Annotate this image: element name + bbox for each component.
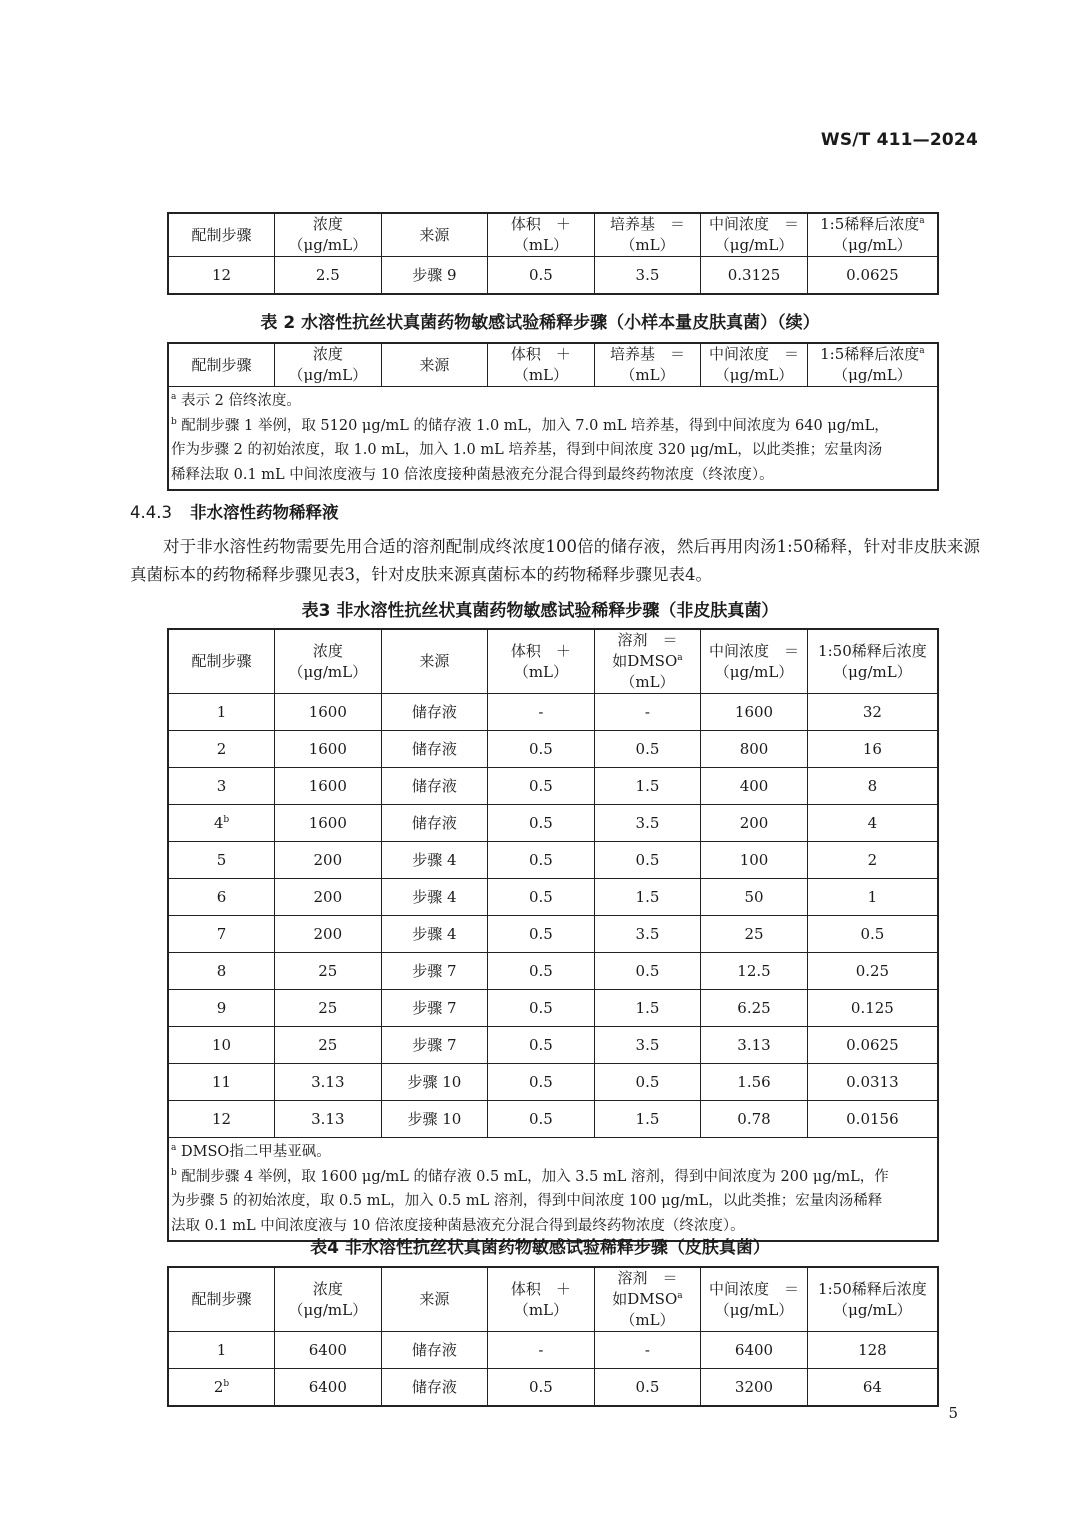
header-source bbox=[381, 213, 488, 257]
header-final-concentration bbox=[807, 343, 938, 387]
cell-diluent: 3.5 bbox=[594, 805, 701, 842]
table-3 bbox=[167, 628, 939, 1242]
table-footnotes bbox=[168, 1138, 938, 1242]
cell-source: 步骤 9 bbox=[381, 257, 488, 295]
footnote-line: $^b$ 配制步骤 1 举例，取 5120 μg/mL 的储存液 1.0 mL，加入 7.0 mL 培养基，得到中间浓度为 640 μg/mL， bbox=[171, 416, 889, 434]
cell-final-concentration: 128 bbox=[807, 1332, 938, 1369]
footnote-line: 作为步骤 2 的初始浓度，取 1.0 mL，加入 1.0 mL 培养基，得到中间浓度 320 μg/mL，以此类推；宏量肉汤 bbox=[171, 442, 883, 458]
cell-concentration: 1600 bbox=[275, 768, 382, 805]
cell-intermediate-concentration: 200 bbox=[701, 805, 808, 842]
cell-step: 3 bbox=[168, 768, 275, 805]
table-row bbox=[168, 694, 938, 731]
cell-intermediate-concentration: 400 bbox=[701, 768, 808, 805]
header-unit: （μg/mL） bbox=[288, 236, 368, 254]
cell-source: 步骤 7 bbox=[381, 953, 488, 990]
cell-diluent: 3.5 bbox=[594, 916, 701, 953]
cell-source: 步骤 4 bbox=[381, 879, 488, 916]
header-label: 中间浓度 ＝ bbox=[709, 345, 800, 363]
cell-final-concentration: 16 bbox=[807, 731, 938, 768]
header-unit: （mL） bbox=[513, 366, 568, 384]
table-row bbox=[168, 1369, 938, 1407]
cell-diluent: 3.5 bbox=[594, 1027, 701, 1064]
cell-source: 步骤 4 bbox=[381, 916, 488, 953]
footnote-marker: b bbox=[171, 1167, 177, 1178]
cell-step: 9 bbox=[168, 990, 275, 1027]
header-label: 配制步骤 bbox=[191, 355, 252, 374]
header-label: 浓度 bbox=[312, 215, 343, 233]
table-header-row bbox=[168, 629, 938, 694]
cell-intermediate-concentration: 3.13 bbox=[701, 1027, 808, 1064]
cell-concentration: 3.13 bbox=[275, 1101, 382, 1138]
cell-concentration: 1600 bbox=[275, 731, 382, 768]
cell-volume: 0.5 bbox=[488, 805, 595, 842]
header-label: 培养基 ＝ bbox=[609, 215, 685, 233]
cell-diluent: 0.5 bbox=[594, 1369, 701, 1407]
cell-volume: 0.5 bbox=[488, 842, 595, 879]
cell-concentration: 200 bbox=[275, 916, 382, 953]
cell-intermediate-concentration: 3200 bbox=[701, 1369, 808, 1407]
header-unit: （μg/mL） bbox=[833, 1300, 912, 1319]
header-unit: 如DMSO$^a$（mL） bbox=[612, 1290, 683, 1329]
footnote-line: $^a$ DMSO指二甲基亚砜。 bbox=[171, 1143, 331, 1160]
header-intermediate-concentration bbox=[701, 1267, 808, 1332]
header-label: 1:5稀释后浓度$^a$ bbox=[820, 345, 925, 363]
cell-volume: - bbox=[488, 1332, 595, 1369]
header-label: 1:50稀释后浓度 bbox=[818, 1279, 927, 1298]
header-unit: 如DMSO$^a$（mL） bbox=[612, 652, 683, 691]
table-row bbox=[168, 1064, 938, 1101]
table-3-caption: 表3 非水溶性抗丝状真菌药物敏感试验稀释步骤（非皮肤真菌） bbox=[301, 601, 779, 621]
table-row bbox=[168, 1101, 938, 1138]
cell-final-concentration: 0.0313 bbox=[807, 1064, 938, 1101]
table-2-caption: 表 2 水溶性抗丝状真菌药物敏感试验稀释步骤（小样本量皮肤真菌）（续） bbox=[260, 313, 820, 333]
cell-source: 储存液 bbox=[381, 805, 488, 842]
cell-source: 储存液 bbox=[381, 1369, 488, 1407]
header-final-concentration bbox=[807, 629, 938, 694]
cell-source: 储存液 bbox=[381, 731, 488, 768]
cell-step: 1 bbox=[168, 1332, 275, 1369]
table-row bbox=[168, 257, 938, 295]
footnote-line: 为步骤 5 的初始浓度，取 0.5 mL，加入 0.5 mL 溶剂，得到中间浓度 100 μg/mL，以此类推；宏量肉汤稀释 bbox=[171, 1193, 883, 1209]
cell-volume: 0.5 bbox=[488, 1064, 595, 1101]
footnote-line: 法取 0.1 mL 中间浓度液与 10 倍浓度接种菌悬液充分混合得到最终药物浓度（终浓度）。 bbox=[171, 1217, 745, 1234]
table-row bbox=[168, 768, 938, 805]
header-unit: （mL） bbox=[513, 662, 568, 681]
table-footnotes-row bbox=[168, 1138, 938, 1242]
header-label: 浓度 bbox=[312, 1279, 343, 1298]
header-concentration bbox=[275, 343, 382, 387]
footnote-marker: a bbox=[171, 1143, 177, 1154]
cell-step: 8 bbox=[168, 953, 275, 990]
cell-volume: 0.5 bbox=[488, 916, 595, 953]
header-unit: （μg/mL） bbox=[833, 366, 912, 384]
cell-concentration: 6400 bbox=[275, 1332, 382, 1369]
body-paragraph: 对于非水溶性药物需要先用合适的溶剂配制成终浓度100倍的储存液，然后再用肉汤1:50稀释，针对非皮肤来源真菌标本的药物稀释步骤见表3，针对皮肤来源真菌标本的药物稀释步骤见表4。 bbox=[130, 537, 980, 584]
table-row bbox=[168, 953, 938, 990]
cell-diluent: 0.5 bbox=[594, 731, 701, 768]
cell-intermediate-concentration: 12.5 bbox=[701, 953, 808, 990]
header-intermediate-concentration bbox=[701, 213, 808, 257]
header-label: 来源 bbox=[419, 652, 450, 670]
header-unit: （mL） bbox=[513, 1300, 568, 1319]
header-concentration bbox=[275, 213, 382, 257]
table-header-row bbox=[168, 213, 938, 257]
section-number: 4.4.3 bbox=[130, 503, 172, 522]
cell-volume: 0.5 bbox=[488, 768, 595, 805]
cell-volume: 0.5 bbox=[488, 990, 595, 1027]
cell-intermediate-concentration: 800 bbox=[701, 731, 808, 768]
section-heading bbox=[130, 499, 338, 523]
header-label: 来源 bbox=[419, 355, 450, 374]
header-unit: （μg/mL） bbox=[714, 662, 794, 681]
header-label: 体积 ＋ bbox=[510, 345, 571, 363]
cell-diluent: 1.5 bbox=[594, 768, 701, 805]
cell-final-concentration: 64 bbox=[807, 1369, 938, 1407]
header-label: 配制步骤 bbox=[191, 225, 252, 244]
header-unit: （μg/mL） bbox=[833, 236, 912, 254]
table-row bbox=[168, 805, 938, 842]
cell-intermediate-concentration: 100 bbox=[701, 842, 808, 879]
header-step bbox=[168, 1267, 275, 1332]
table-row bbox=[168, 1027, 938, 1064]
header-label: 浓度 bbox=[312, 641, 343, 660]
header-label: 体积 ＋ bbox=[510, 1279, 571, 1298]
cell-step: 1 bbox=[168, 694, 275, 731]
table-row bbox=[168, 842, 938, 879]
table-row bbox=[168, 1332, 938, 1369]
header-label: 体积 ＋ bbox=[510, 641, 571, 660]
cell-intermediate-concentration: 0.3125 bbox=[701, 257, 808, 295]
header-unit: （μg/mL） bbox=[288, 366, 368, 384]
table-row bbox=[168, 879, 938, 916]
cell-volume: 0.5 bbox=[488, 1369, 595, 1407]
cell-step: 2$^b$ bbox=[168, 1369, 275, 1407]
cell-diluent: 3.5 bbox=[594, 257, 701, 295]
header-concentration bbox=[275, 629, 382, 694]
footnote-marker: a bbox=[919, 216, 925, 226]
page-number: 5 bbox=[948, 1404, 958, 1422]
cell-concentration: 1600 bbox=[275, 805, 382, 842]
header-intermediate-concentration bbox=[701, 629, 808, 694]
cell-final-concentration: 2 bbox=[807, 842, 938, 879]
cell-volume: 0.5 bbox=[488, 953, 595, 990]
cell-final-concentration: 0.0625 bbox=[807, 1027, 938, 1064]
cell-intermediate-concentration: 6.25 bbox=[701, 990, 808, 1027]
cell-step: 12 bbox=[168, 1101, 275, 1138]
cell-source: 步骤 7 bbox=[381, 1027, 488, 1064]
cell-concentration: 25 bbox=[275, 953, 382, 990]
header-final-concentration bbox=[807, 1267, 938, 1332]
table-row bbox=[168, 990, 938, 1027]
header-unit: （μg/mL） bbox=[714, 366, 794, 384]
cell-volume: 0.5 bbox=[488, 1027, 595, 1064]
header-label: 溶剂 ＝ bbox=[617, 1269, 678, 1287]
cell-step: 12 bbox=[168, 257, 275, 295]
header-concentration bbox=[275, 1267, 382, 1332]
table-footnotes-row bbox=[168, 387, 938, 491]
header-label: 1:50稀释后浓度 bbox=[818, 641, 927, 660]
cell-concentration: 2.5 bbox=[275, 257, 382, 295]
cell-final-concentration: 0.125 bbox=[807, 990, 938, 1027]
header-volume bbox=[488, 213, 595, 257]
footnote-marker: a bbox=[919, 346, 925, 356]
cell-final-concentration: 1 bbox=[807, 879, 938, 916]
cell-intermediate-concentration: 25 bbox=[701, 916, 808, 953]
header-label: 培养基 ＝ bbox=[609, 345, 685, 363]
footnote-line: 稀释法取 0.1 mL 中间浓度液与 10 倍浓度接种菌悬液充分混合得到最终药物浓度（终浓度）。 bbox=[171, 466, 774, 483]
cell-final-concentration: 0.0625 bbox=[807, 257, 938, 295]
cell-diluent: - bbox=[594, 1332, 701, 1369]
cell-volume: 0.5 bbox=[488, 257, 595, 295]
header-unit: （μg/mL） bbox=[288, 1300, 368, 1319]
footnote-marker: b bbox=[171, 416, 177, 427]
header-source bbox=[381, 629, 488, 694]
standard-code: WS/T 411—2024 bbox=[820, 130, 978, 150]
footnote-line: $^a$ 表示 2 倍终浓度。 bbox=[171, 392, 301, 409]
header-unit: （μg/mL） bbox=[714, 1300, 794, 1319]
header-label: 来源 bbox=[419, 1290, 450, 1308]
header-volume bbox=[488, 629, 595, 694]
cell-concentration: 1600 bbox=[275, 694, 382, 731]
cell-step: 6 bbox=[168, 879, 275, 916]
table-2-continued bbox=[167, 342, 939, 491]
header-final-concentration bbox=[807, 213, 938, 257]
cell-source: 储存液 bbox=[381, 768, 488, 805]
cell-diluent: 0.5 bbox=[594, 842, 701, 879]
cell-volume: 0.5 bbox=[488, 731, 595, 768]
table-4-caption: 表4 非水溶性抗丝状真菌药物敏感试验稀释步骤（皮肤真菌） bbox=[310, 1238, 770, 1258]
cell-source: 储存液 bbox=[381, 694, 488, 731]
cell-concentration: 25 bbox=[275, 990, 382, 1027]
header-intermediate-concentration bbox=[701, 343, 808, 387]
cell-final-concentration: 0.0156 bbox=[807, 1101, 938, 1138]
header-label: 来源 bbox=[419, 225, 450, 244]
cell-intermediate-concentration: 6400 bbox=[701, 1332, 808, 1369]
cell-intermediate-concentration: 1.56 bbox=[701, 1064, 808, 1101]
cell-concentration: 3.13 bbox=[275, 1064, 382, 1101]
table-2-continuation-top bbox=[167, 212, 939, 295]
cell-source: 步骤 4 bbox=[381, 842, 488, 879]
cell-diluent: 1.5 bbox=[594, 990, 701, 1027]
cell-diluent: 0.5 bbox=[594, 953, 701, 990]
cell-final-concentration: 8 bbox=[807, 768, 938, 805]
cell-final-concentration: 4 bbox=[807, 805, 938, 842]
cell-final-concentration: 0.5 bbox=[807, 916, 938, 953]
header-unit: （μg/mL） bbox=[833, 662, 912, 681]
header-label: 体积 ＋ bbox=[510, 215, 571, 233]
cell-final-concentration: 0.25 bbox=[807, 953, 938, 990]
header-unit: （μg/mL） bbox=[714, 236, 794, 254]
header-unit: （mL） bbox=[620, 236, 675, 254]
header-volume bbox=[488, 343, 595, 387]
header-unit: （mL） bbox=[513, 236, 568, 254]
cell-volume: 0.5 bbox=[488, 1101, 595, 1138]
header-label: 中间浓度 ＝ bbox=[709, 1279, 800, 1298]
cell-diluent: - bbox=[594, 694, 701, 731]
footnote-line: $^b$ 配制步骤 4 举例，取 1600 μg/mL 的储存液 0.5 mL，加入 3.5 mL 溶剂，得到中间浓度为 200 μg/mL，作 bbox=[171, 1167, 889, 1185]
cell-intermediate-concentration: 50 bbox=[701, 879, 808, 916]
cell-step: 7 bbox=[168, 916, 275, 953]
header-diluent bbox=[594, 343, 701, 387]
cell-source: 步骤 10 bbox=[381, 1064, 488, 1101]
cell-diluent: 1.5 bbox=[594, 1101, 701, 1138]
cell-step: 4$^b$ bbox=[168, 805, 275, 842]
cell-volume: 0.5 bbox=[488, 879, 595, 916]
table-row bbox=[168, 731, 938, 768]
cell-source: 步骤 10 bbox=[381, 1101, 488, 1138]
header-step bbox=[168, 629, 275, 694]
table-header-row bbox=[168, 343, 938, 387]
header-diluent bbox=[594, 629, 701, 694]
header-label: 配制步骤 bbox=[191, 1290, 252, 1308]
footnote-marker: a bbox=[677, 653, 683, 663]
cell-diluent: 0.5 bbox=[594, 1064, 701, 1101]
header-source bbox=[381, 1267, 488, 1332]
cell-final-concentration: 32 bbox=[807, 694, 938, 731]
cell-intermediate-concentration: 0.78 bbox=[701, 1101, 808, 1138]
header-label: 中间浓度 ＝ bbox=[709, 215, 800, 233]
header-unit: （mL） bbox=[620, 366, 675, 384]
table-header-row bbox=[168, 1267, 938, 1332]
cell-intermediate-concentration: 1600 bbox=[701, 694, 808, 731]
cell-source: 储存液 bbox=[381, 1332, 488, 1369]
header-diluent bbox=[594, 213, 701, 257]
cell-step: 5 bbox=[168, 842, 275, 879]
header-step bbox=[168, 213, 275, 257]
cell-step: 11 bbox=[168, 1064, 275, 1101]
header-diluent bbox=[594, 1267, 701, 1332]
footnote-marker: a bbox=[171, 392, 177, 403]
table-row bbox=[168, 916, 938, 953]
cell-source: 步骤 7 bbox=[381, 990, 488, 1027]
footnote-marker: a bbox=[677, 1291, 683, 1301]
header-unit: （μg/mL） bbox=[288, 662, 368, 681]
cell-volume: - bbox=[488, 694, 595, 731]
cell-diluent: 1.5 bbox=[594, 879, 701, 916]
footnote-marker: b bbox=[223, 1378, 230, 1389]
cell-concentration: 25 bbox=[275, 1027, 382, 1064]
header-label: 溶剂 ＝ bbox=[617, 631, 678, 649]
header-label: 1:5稀释后浓度$^a$ bbox=[820, 215, 925, 233]
header-label: 中间浓度 ＝ bbox=[709, 641, 800, 660]
footnote-marker: b bbox=[223, 814, 230, 825]
header-label: 浓度 bbox=[312, 345, 343, 363]
header-volume bbox=[488, 1267, 595, 1332]
cell-concentration: 6400 bbox=[275, 1369, 382, 1407]
table-footnotes bbox=[168, 387, 938, 491]
cell-step: 2 bbox=[168, 731, 275, 768]
header-source bbox=[381, 343, 488, 387]
table-4 bbox=[167, 1266, 939, 1407]
header-step bbox=[168, 343, 275, 387]
section-title: 非水溶性药物稀释液 bbox=[189, 503, 339, 522]
cell-step: 10 bbox=[168, 1027, 275, 1064]
cell-concentration: 200 bbox=[275, 842, 382, 879]
cell-concentration: 200 bbox=[275, 879, 382, 916]
header-label: 配制步骤 bbox=[191, 652, 252, 670]
